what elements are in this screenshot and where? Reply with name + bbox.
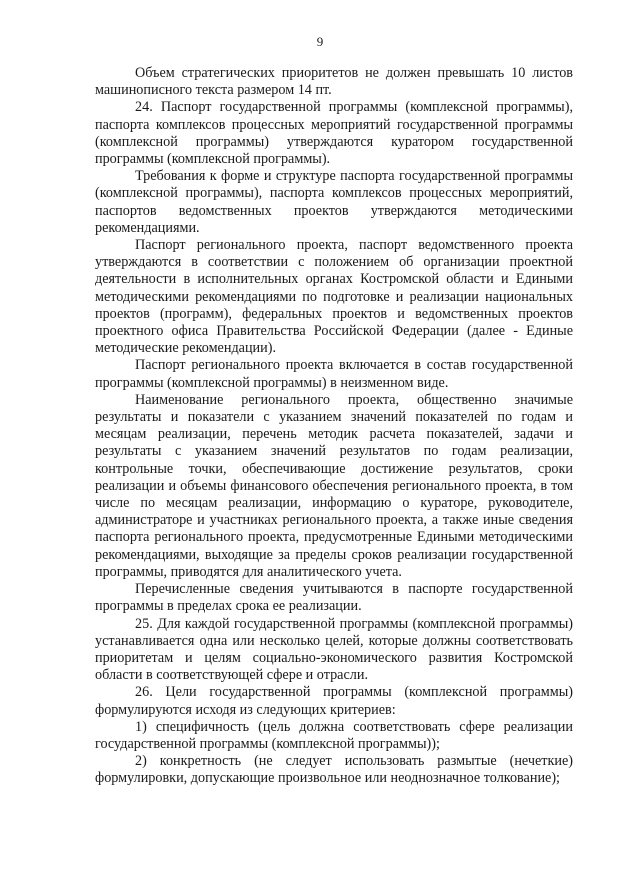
paragraph-passport-requirements: Требования к форме и структуре паспорта государственной программы (комплексной программы), паспорта комплексов процессных мероприятий, паспортов ведомственных проектов утверждаются методическими рекомендациями. xyxy=(95,168,573,236)
list-item-specificity: 1) специфичность (цель должна соответствовать сфере реализации государственной программы (комплексной программы)); xyxy=(95,718,573,752)
list-item-concreteness: 2) конкретность (не следует использовать размытые (нечеткие) формулировки, допускающие произвольное или неоднозначное толкование); xyxy=(95,753,573,787)
paragraph-regional-project-details: Наименование регионального проекта, общественно значимые результаты и показатели с указанием значений показателей по годам и месяцам реализации, перечень методик расчета показателей, задачи и результаты с указанием значений результатов по годам реализации, контрольные точки, обеспечивающие достижение результатов, сроки реализации и объемы финансового обеспечения регионального проекта, в том числе по месяцам реализации, информацию о кураторе, руководителе, администраторе и участниках регионального проекта, а также иные сведения паспорта регионального проекта, предусмотренные Едиными методическими рекомендациями, выходящие за пределы сроков реализации государственной программы, приводятся для аналитического учета. xyxy=(95,391,573,580)
paragraph-passport-inclusion: Паспорт регионального проекта включается в состав государственной программы (комплексной программы) в неизменном виде. xyxy=(95,357,573,391)
page-number: 9 xyxy=(316,34,324,49)
paragraph-item-25: 25. Для каждой государственной программы (комплексной программы) устанавливается одна или несколько целей, которые должны соответствовать приоритетам и целям социально-экономического развития Костромской области в соответствующей сфере и отрасли. xyxy=(95,615,573,684)
paragraph-regional-project-passport: Паспорт регионального проекта, паспорт ведомственного проекта утверждаются в соответствии с положением об организации проектной деятельности в исполнительных органах Костромской области и Едиными методическими рекомендациями по подготовке и реализации национальных проектов (программ), федеральных проектов и ведомственных проектов проектного офиса Правительства Российской Федерации (далее - Единые методические рекомендации). xyxy=(95,237,573,357)
paragraph-strategic-priorities-volume: Объем стратегических приоритетов не должен превышать 10 листов машинописного текста размером 14 пт. xyxy=(95,65,573,99)
document-body xyxy=(95,65,573,788)
paragraph-item-26: 26. Цели государственной программы (комплексной программы) формулируются исходя из следующих критериев: xyxy=(95,684,573,718)
paragraph-listed-info: Перечисленные сведения учитываются в паспорте государственной программы в пределах срока ее реализации. xyxy=(95,581,573,615)
paragraph-item-24: 24. Паспорт государственной программы (комплексной программы), паспорта комплексов процессных мероприятий государственной программы (комплексной программы) утверждаются куратором государственной программы (комплексной программы). xyxy=(95,99,573,168)
